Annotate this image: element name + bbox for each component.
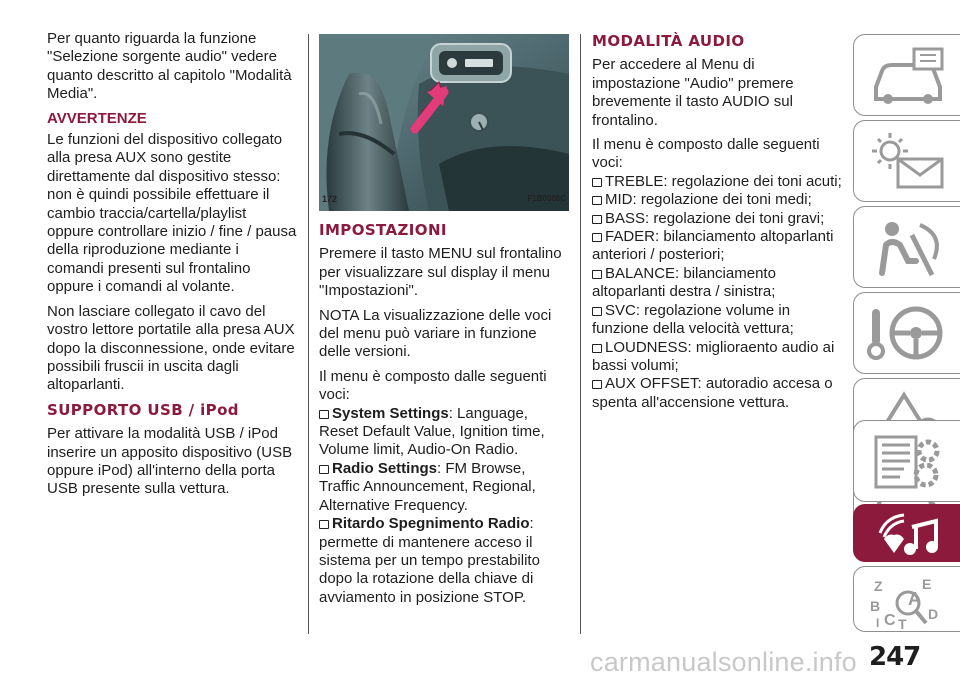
- bullet-icon: [592, 196, 602, 205]
- usb-port-photo: [319, 34, 569, 211]
- warning-heading: AVVERTENZE: [47, 109, 147, 127]
- warning-lights-icon: [864, 129, 954, 195]
- watermark: carmanualsonline.info: [590, 647, 857, 677]
- column-divider-1: [308, 34, 309, 634]
- bullet-icon: [592, 178, 602, 187]
- audio-paragraph-2: Il menu è composto dalle seguenti voci:: [592, 136, 820, 172]
- car-info-icon: [864, 43, 954, 109]
- settings-list-item: Radio Settings: FM Browse, Traffic Announcement, Regional, Alternative Frequency.: [319, 459, 536, 514]
- audio-list-item: FADER: bilanciamento altoparlanti anteriori / posteriori;: [592, 228, 834, 264]
- bullet-icon: [319, 520, 329, 529]
- audio-list-item: AUX OFFSET: autoradio accesa o spenta all'accensione vettura.: [592, 375, 833, 411]
- index-letter-z: Z: [874, 578, 883, 594]
- audio-list-item: TREBLE: regolazione dei toni acuti;: [592, 173, 844, 191]
- warning-paragraph-2: Non lasciare collegato il cavo del vostro lettore portatile alla presa AUX dopo la disconnessione, onde evitare possibili fruscii in uscita dagli altoparlanti.: [47, 302, 295, 394]
- bullet-icon: [319, 410, 329, 419]
- warning-paragraph-1: Le funzioni del dispositivo collegato alla presa AUX sono gestite direttamente dal dispositivo stesso: non è quindi possibile effettuare il cambio traccia/cartella/playlist oppure controllare inizio / fine / pausa della riproduzione mediante i comandi presenti sul frontalino oppure i comandi al volante.: [47, 131, 297, 296]
- safety-airbag-icon: [864, 215, 954, 281]
- tab-safety[interactable]: [853, 206, 960, 288]
- index-letter-c: C: [884, 612, 896, 629]
- tab-warning-lights[interactable]: [853, 120, 960, 202]
- tab-starting-driving[interactable]: [853, 292, 960, 374]
- tab-index[interactable]: [853, 566, 960, 632]
- intro-paragraph: Per quanto riguarda la funzione "Selezione sorgente audio" vedere quanto descritto al capitolo "Modalità Media".: [47, 30, 292, 103]
- tab-multimedia[interactable]: [853, 504, 960, 562]
- settings-list-item: System Settings: Language, Reset Default Value, Ignition time, Volume limit, Audio-On Radio.: [319, 404, 545, 459]
- tab-technical-data[interactable]: [853, 420, 960, 502]
- bullet-icon: [592, 380, 602, 389]
- bullet-icon: [592, 233, 602, 242]
- settings-paragraph-2: NOTA La visualizzazione delle voci del menu può variare in funzione delle versioni.: [319, 306, 552, 361]
- audio-list-item: LOUDNESS: miglioraento audio ai bassi volumi;: [592, 338, 835, 374]
- column-middle: [319, 30, 569, 607]
- usb-heading: SUPPORTO USB / iPod: [47, 400, 239, 419]
- audio-list-item: BALANCE: bilanciamento altoparlanti destra / sinistra;: [592, 264, 776, 301]
- index-letter-d: D: [928, 606, 939, 622]
- technical-data-icon: [864, 429, 954, 495]
- audio-list-item: SVC: regolazione volume in funzione della velocità vettura;: [592, 301, 794, 338]
- bullet-icon: [592, 344, 602, 353]
- steering-start-icon: [864, 301, 954, 367]
- page-number: 247: [869, 642, 921, 672]
- multimedia-icon: [864, 513, 954, 563]
- figure-number: 172: [322, 193, 338, 204]
- settings-paragraph-3: Il menu è composto dalle seguenti voci:: [319, 367, 547, 404]
- index-letter-a: A: [908, 589, 921, 609]
- figure-code: F1B0006C: [527, 193, 566, 203]
- audio-heading: MODALITÀ AUDIO: [592, 32, 745, 50]
- bullet-icon: [592, 307, 602, 316]
- audio-list-item: BASS: regolazione dei toni gravi;: [592, 210, 844, 228]
- bullet-icon: [592, 215, 602, 224]
- index-letter-b: B: [870, 598, 881, 614]
- index-letter-e: E: [922, 576, 932, 592]
- column-left: [47, 30, 297, 505]
- settings-list-item: Ritardo Spegnimento Radio: permette di mantenere acceso il sistema per un tempo prestabilito dopo la rotazione della chiave di avviamento in posizione STOP.: [319, 515, 540, 606]
- settings-paragraph-1: Premere il tasto MENU sul frontalino per visualizzare sul display il menu "Impostazioni".: [319, 245, 562, 300]
- usb-paragraph: Per attivare la modalità USB / iPod inserire un apposito dispositivo (USB oppure iPod) all'interno della porta USB presente sulla vettura.: [47, 425, 293, 498]
- index-icon: [864, 575, 954, 631]
- column-right: [592, 30, 844, 412]
- audio-paragraph-1: Per accedere al Menu di impostazione "Audio" premere brevemente il tasto AUDIO sul frontalino.: [592, 56, 794, 129]
- settings-heading: IMPOSTAZIONI: [319, 221, 447, 239]
- index-letter-t: T: [898, 616, 907, 631]
- audio-list-item: MID: regolazione dei toni medi;: [592, 191, 844, 209]
- bullet-icon: [319, 465, 329, 474]
- column-divider-2: [580, 34, 581, 634]
- usb-port-figure: [319, 34, 569, 211]
- bullet-icon: [592, 270, 602, 279]
- index-letter-i: I: [876, 616, 880, 630]
- tab-car-info[interactable]: [853, 34, 960, 116]
